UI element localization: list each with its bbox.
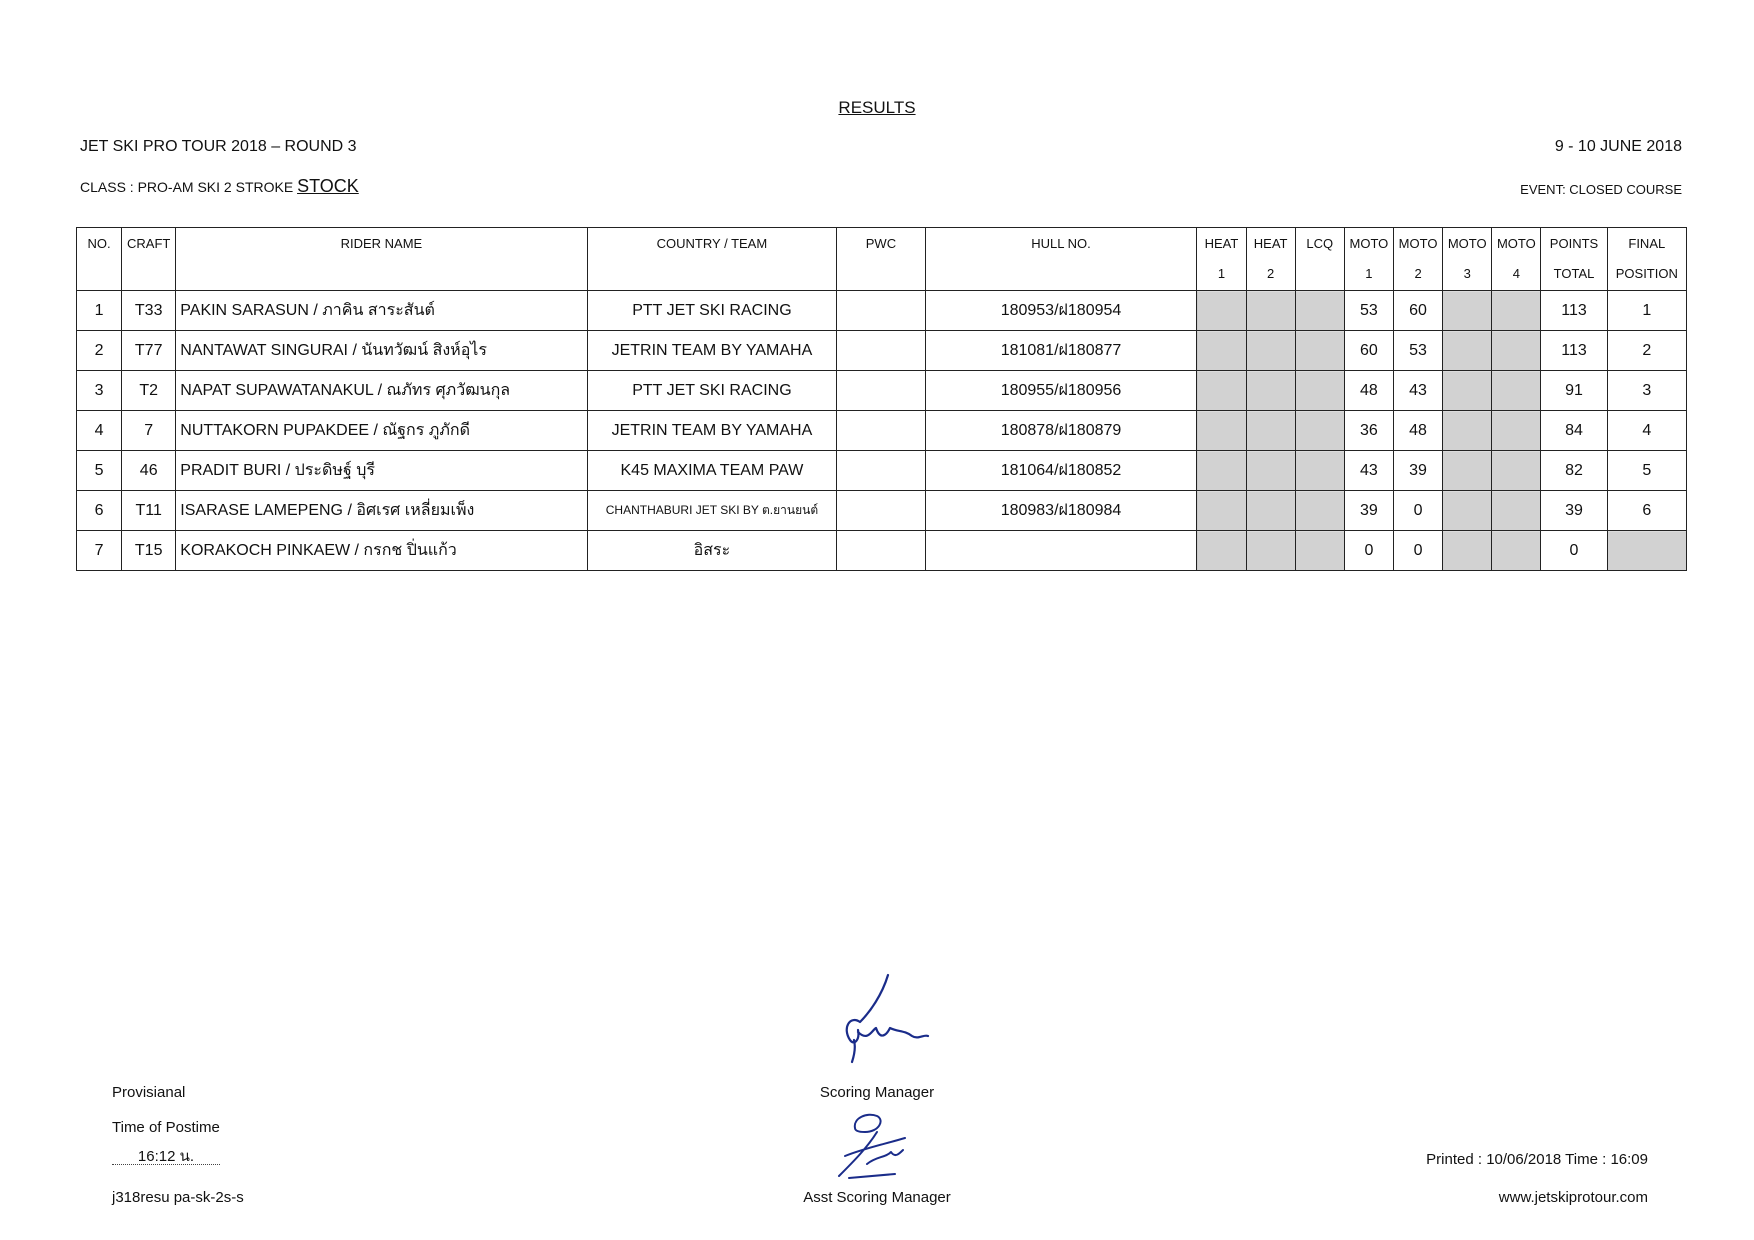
cell-final-position: 5 xyxy=(1607,451,1686,491)
cell-moto-2: 0 xyxy=(1393,491,1442,531)
scoring-manager-label: Scoring Manager xyxy=(819,1084,935,1101)
cell-pwc xyxy=(837,531,925,571)
column-header-top: MOTO xyxy=(1496,236,1536,251)
column-header xyxy=(176,228,587,291)
cell-hull-no: 180878/ฝ180879 xyxy=(925,411,1197,451)
cell-lcq xyxy=(1295,491,1344,531)
column-header-bottom xyxy=(1296,260,1344,266)
cell-moto-2: 0 xyxy=(1393,531,1442,571)
cell-points-total: 82 xyxy=(1541,451,1607,491)
table-row xyxy=(77,531,1687,571)
cell-craft: T2 xyxy=(122,371,176,411)
column-header-bottom: 2 xyxy=(1414,266,1422,281)
time-of-postime-value: 16:12 น. xyxy=(137,1148,195,1165)
cell-heat-2 xyxy=(1246,531,1295,571)
column-header xyxy=(1492,228,1541,291)
cell-moto-1: 48 xyxy=(1344,371,1393,411)
column-header-top: COUNTRY / TEAM xyxy=(656,236,768,251)
cell-points-total: 113 xyxy=(1541,291,1607,331)
column-header xyxy=(1246,228,1295,291)
cell-team: K45 MAXIMA TEAM PAW xyxy=(587,451,837,491)
cell-heat-1 xyxy=(1197,451,1246,491)
results-table xyxy=(76,227,1687,571)
table-row xyxy=(77,451,1687,491)
column-header xyxy=(837,228,925,291)
column-header-top: PWC xyxy=(865,236,897,251)
column-header-top: NO. xyxy=(87,236,111,251)
cell-team: CHANTHABURI JET SKI BY ต.ยานยนต์ xyxy=(587,491,837,531)
column-header xyxy=(77,228,122,291)
column-header xyxy=(1541,228,1607,291)
cell-team: JETRIN TEAM BY YAMAHA xyxy=(587,331,837,371)
cell-moto-4 xyxy=(1492,411,1541,451)
cell-rider-name: NAPAT SUPAWATANAKUL / ณภัทร ศุภวัฒนกุล xyxy=(176,371,587,411)
provisional-label: Provisianal xyxy=(112,1084,186,1101)
cell-pwc xyxy=(837,371,925,411)
column-header-top: RIDER NAME xyxy=(340,236,423,251)
time-dotted-line xyxy=(112,1152,220,1165)
cell-hull-no: 181081/ฝ180877 xyxy=(925,331,1197,371)
cell-heat-1 xyxy=(1197,491,1246,531)
cell-craft: T33 xyxy=(122,291,176,331)
cell-final-position: 3 xyxy=(1607,371,1686,411)
column-header-top: FINAL xyxy=(1628,236,1666,251)
cell-heat-1 xyxy=(1197,331,1246,371)
cell-craft: T11 xyxy=(122,491,176,531)
cell-no: 1 xyxy=(77,291,122,331)
cell-moto-3 xyxy=(1443,371,1492,411)
cell-pwc xyxy=(837,451,925,491)
cell-moto-3 xyxy=(1443,411,1492,451)
cell-moto-4 xyxy=(1492,451,1541,491)
asst-scoring-manager-label: Asst Scoring Manager xyxy=(803,1189,951,1206)
cell-rider-name: PRADIT BURI / ประดิษฐ์ บุรี xyxy=(176,451,587,491)
page-title: RESULTS xyxy=(838,98,916,117)
cell-rider-name: PAKIN SARASUN / ภาคิน สาระสันต์ xyxy=(176,291,587,331)
cell-pwc xyxy=(837,411,925,451)
cell-moto-2: 43 xyxy=(1393,371,1442,411)
cell-moto-1: 0 xyxy=(1344,531,1393,571)
column-header-top: MOTO xyxy=(1447,236,1487,251)
cell-hull-no: 180953/ฝ180954 xyxy=(925,291,1197,331)
table-row xyxy=(77,491,1687,531)
table-row xyxy=(77,371,1687,411)
cell-lcq xyxy=(1295,331,1344,371)
column-header-bottom: 3 xyxy=(1463,266,1471,281)
cell-pwc xyxy=(837,291,925,331)
cell-points-total: 0 xyxy=(1541,531,1607,571)
cell-lcq xyxy=(1295,531,1344,571)
time-of-postime-label: Time of Postime xyxy=(112,1119,220,1136)
cell-moto-2: 60 xyxy=(1393,291,1442,331)
table-row xyxy=(77,411,1687,451)
column-header-bottom xyxy=(122,260,175,266)
printed-timestamp: Printed : 10/06/2018 Time : 16:09 xyxy=(1426,1151,1648,1168)
column-header-top: HULL NO. xyxy=(1031,236,1091,251)
cell-no: 6 xyxy=(77,491,122,531)
cell-craft: T15 xyxy=(122,531,176,571)
cell-points-total: 39 xyxy=(1541,491,1607,531)
cell-hull-no: 180983/ฝ180984 xyxy=(925,491,1197,531)
cell-moto-2: 48 xyxy=(1393,411,1442,451)
column-header xyxy=(1607,228,1686,291)
class-prefix: CLASS : PRO-AM SKI 2 STROKE xyxy=(80,179,294,195)
cell-moto-4 xyxy=(1492,531,1541,571)
table-row xyxy=(77,291,1687,331)
cell-craft: T77 xyxy=(122,331,176,371)
cell-heat-2 xyxy=(1246,491,1295,531)
cell-craft: 46 xyxy=(122,451,176,491)
cell-heat-1 xyxy=(1197,291,1246,331)
cell-moto-3 xyxy=(1443,331,1492,371)
cell-final-position: 4 xyxy=(1607,411,1686,451)
column-header-bottom xyxy=(926,260,1197,266)
cell-heat-1 xyxy=(1197,371,1246,411)
cell-no: 5 xyxy=(77,451,122,491)
column-header xyxy=(1393,228,1442,291)
column-header-bottom: 2 xyxy=(1267,266,1275,281)
column-header-bottom: 1 xyxy=(1365,266,1373,281)
cell-heat-2 xyxy=(1246,451,1295,491)
cell-heat-1 xyxy=(1197,531,1246,571)
column-header-top: MOTO xyxy=(1398,236,1438,251)
cell-moto-1: 53 xyxy=(1344,291,1393,331)
column-header-top: HEAT xyxy=(1204,236,1239,251)
cell-craft: 7 xyxy=(122,411,176,451)
cell-rider-name: NANTAWAT SINGURAI / นันทวัฒน์ สิงห์อุไร xyxy=(176,331,587,371)
column-header-bottom: 4 xyxy=(1512,266,1520,281)
header-row xyxy=(77,228,1687,291)
cell-no: 2 xyxy=(77,331,122,371)
column-header-top: LCQ xyxy=(1306,236,1334,251)
column-header xyxy=(1443,228,1492,291)
cell-moto-4 xyxy=(1492,291,1541,331)
cell-hull-no: 181064/ฝ180852 xyxy=(925,451,1197,491)
cell-points-total: 113 xyxy=(1541,331,1607,371)
cell-pwc xyxy=(837,491,925,531)
column-header-bottom xyxy=(837,260,924,266)
cell-final-position: 1 xyxy=(1607,291,1686,331)
cell-moto-3 xyxy=(1443,451,1492,491)
column-header xyxy=(1197,228,1246,291)
column-header-bottom xyxy=(588,260,837,266)
column-header-bottom: POSITION xyxy=(1615,266,1678,281)
cell-moto-1: 43 xyxy=(1344,451,1393,491)
cell-team: PTT JET SKI RACING xyxy=(587,291,837,331)
column-header xyxy=(587,228,837,291)
table-body xyxy=(77,291,1687,571)
cell-heat-2 xyxy=(1246,411,1295,451)
cell-heat-1 xyxy=(1197,411,1246,451)
cell-points-total: 91 xyxy=(1541,371,1607,411)
column-header-bottom: 1 xyxy=(1217,266,1226,281)
cell-heat-2 xyxy=(1246,291,1295,331)
cell-moto-2: 39 xyxy=(1393,451,1442,491)
cell-no: 3 xyxy=(77,371,122,411)
cell-heat-2 xyxy=(1246,371,1295,411)
cell-moto-1: 36 xyxy=(1344,411,1393,451)
cell-moto-4 xyxy=(1492,371,1541,411)
cell-moto-1: 39 xyxy=(1344,491,1393,531)
cell-hull-no xyxy=(925,531,1197,571)
column-header-bottom: TOTAL xyxy=(1553,266,1595,281)
column-header-top: HEAT xyxy=(1253,236,1288,251)
website-link[interactable]: www.jetskiprotour.com xyxy=(1498,1189,1648,1206)
column-header-top: POINTS xyxy=(1549,236,1599,251)
column-header xyxy=(122,228,176,291)
column-header xyxy=(925,228,1197,291)
event-type: EVENT: CLOSED COURSE xyxy=(1520,182,1682,197)
cell-pwc xyxy=(837,331,925,371)
scoring-manager-signature xyxy=(820,970,940,1070)
table-header xyxy=(77,228,1687,291)
column-header-bottom xyxy=(176,260,586,266)
cell-final-position: 2 xyxy=(1607,331,1686,371)
cell-rider-name: ISARASE LAMEPENG / อิศเรศ เหลี่ยมเพ็ง xyxy=(176,491,587,531)
column-header xyxy=(1344,228,1393,291)
file-code: j318resu pa-sk-2s-s xyxy=(112,1189,244,1206)
cell-moto-3 xyxy=(1443,291,1492,331)
cell-moto-3 xyxy=(1443,491,1492,531)
cell-rider-name: KORAKOCH PINKAEW / กรกช ปิ่นแก้ว xyxy=(176,531,587,571)
cell-team: JETRIN TEAM BY YAMAHA xyxy=(587,411,837,451)
column-header xyxy=(1295,228,1344,291)
class-stock: STOCK xyxy=(297,176,359,196)
cell-moto-3 xyxy=(1443,531,1492,571)
cell-hull-no: 180955/ฝ180956 xyxy=(925,371,1197,411)
cell-moto-4 xyxy=(1492,491,1541,531)
column-header-bottom xyxy=(77,260,121,266)
class-line xyxy=(80,176,359,197)
cell-final-position: 6 xyxy=(1607,491,1686,531)
column-header-top: MOTO xyxy=(1349,236,1389,251)
cell-lcq xyxy=(1295,291,1344,331)
column-header-top: CRAFT xyxy=(127,236,171,251)
cell-lcq xyxy=(1295,451,1344,491)
asst-scoring-manager-signature xyxy=(825,1108,925,1186)
cell-no: 4 xyxy=(77,411,122,451)
cell-lcq xyxy=(1295,371,1344,411)
cell-rider-name: NUTTAKORN PUPAKDEE / ณัฐกร ภูภักดี xyxy=(176,411,587,451)
cell-lcq xyxy=(1295,411,1344,451)
cell-points-total: 84 xyxy=(1541,411,1607,451)
event-date: 9 - 10 JUNE 2018 xyxy=(1554,138,1682,155)
cell-heat-2 xyxy=(1246,331,1295,371)
cell-moto-2: 53 xyxy=(1393,331,1442,371)
table-row xyxy=(77,331,1687,371)
cell-final-position xyxy=(1607,531,1686,571)
cell-team: PTT JET SKI RACING xyxy=(587,371,837,411)
cell-no: 7 xyxy=(77,531,122,571)
cell-moto-1: 60 xyxy=(1344,331,1393,371)
event-name: JET SKI PRO TOUR 2018 – ROUND 3 xyxy=(80,138,357,155)
cell-team: อิสระ xyxy=(587,531,837,571)
cell-moto-4 xyxy=(1492,331,1541,371)
